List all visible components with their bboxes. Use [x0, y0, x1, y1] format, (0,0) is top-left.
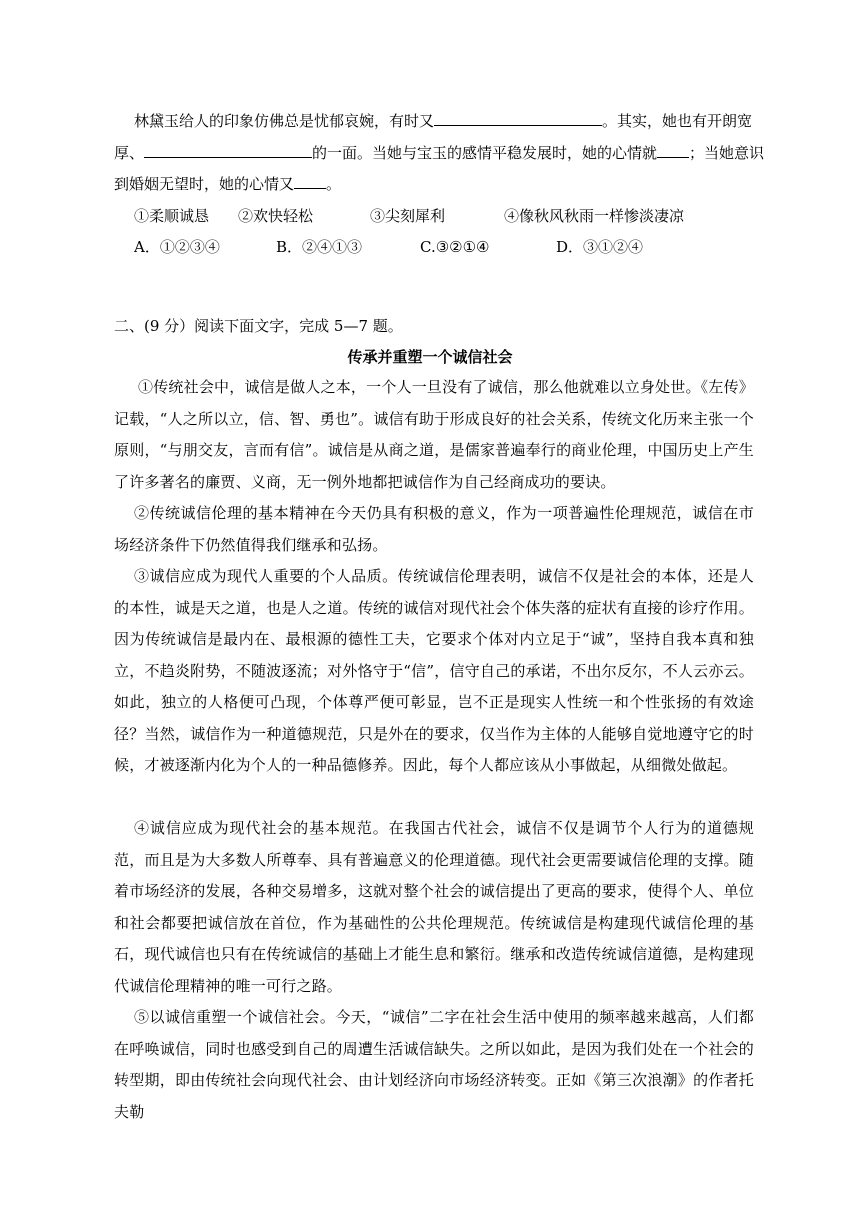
article-paragraph-3: ③诚信应成为现代人重要的个人品质。传统诚信伦理表明，诚信不仅是社会的本体，还是人的本性，诚是天之道，也是人之道。传统的诚信对现代社会个体失落的症状有直接的诊疗作用。因为传统诚信是最内在、最根源的德性工夫，它要求个体对内立足于“诚”，坚持自我本真和独立，不趋炎附势，不随波逐流；对外恪守于“信”，信守自己的承诺，不出尔反尔，不人云亦云。如此，独立的人格便可凸现，个体尊严便可彰显，岂不正是现实人性统一和个性张扬的有效途径？当然，诚信作为一种道德规范，只是外在的要求，仅当作为主体的人能够自觉地遵守它的时候，才被逐渐内化为个人的一种品德修养。因此，每个人都应该从小事做起，从细微处做起。 [114, 567, 754, 774]
choice-d[interactable]: D．③①②④ [556, 238, 644, 256]
choice-c[interactable]: C.③②①④ [420, 238, 490, 256]
answer-blank[interactable] [144, 142, 312, 158]
article-title: 传承并重塑一个诚信社会 [347, 348, 513, 366]
phrase-option: ③尖刻犀利 [370, 206, 446, 225]
answer-blank[interactable] [294, 173, 326, 189]
article-paragraph-2: ②传统诚信伦理的基本精神在今天仍具有积极的意义，作为一项普遍性伦理规范，诚信在市场经济条件下仍然值得我们继承和弘扬。 [114, 504, 754, 554]
answer-blank[interactable] [434, 110, 602, 126]
phrase-option: ①柔顺诚恳 [134, 206, 210, 225]
article-paragraph-4: ④诚信应成为现代社会的基本规范。在我国古代社会，诚信不仅是调节个人行为的道德规范，而且是为大多数人所尊奉、具有普遍意义的伦理道德。现代社会更需要诚信伦理的支撑。随着市场经济的发展，各种交易增多，这就对整个社会的诚信提出了更高的要求，使得个人、单位和社会都要把诚信放在首位，作为基础性的公共伦理规范。传统诚信是构建现代诚信伦理的基石，现代诚信也只有在传统诚信的基础上才能生息和繁衍。继承和改造传统诚信道德，是构建现代诚信伦理精神的唯一可行之路。 [114, 819, 754, 995]
question-text: 。其实，她也有开朗宽 [602, 112, 753, 130]
phrase-options [114, 201, 754, 233]
phrase-option: ④像秋风秋雨一样惨淡凄凉 [504, 206, 685, 225]
article-paragraph-1: ①传统社会中，诚信是做人之本，一个人一旦没有了诚信，那么他就难以立身处世。《左传》记载，“人之所以立，信、智、勇也”。诚信有助于形成良好的社会关系，传统文化历来主张一个原则，“与朋交友，言而有信”。诚信是从商之道，是儒家普遍奉行的商业伦理，中国历史上产生了许多著名的廉贾、义商，无一例外地都把诚信作为自己经商成功的要诀。 [114, 378, 754, 491]
question-line-3 [114, 169, 754, 201]
question-text: ；当她意识 [689, 143, 765, 162]
phrase-option: ②欢快轻松 [238, 206, 314, 225]
question-text: 到婚姻无望时，她的心情又 [114, 175, 295, 193]
question-text: 林黛玉给人的印象仿佛总是忧郁哀婉，有时又 [134, 112, 435, 130]
section-heading: 二、(9 分）阅读下面文字，完成 5—7 题。 [114, 317, 403, 335]
answer-choices [114, 232, 754, 264]
fill-in-question [114, 106, 765, 264]
choice-b[interactable]: B．②④①③ [276, 238, 363, 256]
article-paragraph-5: ⑤以诚信重塑一个诚信社会。今天，“诚信”二字在社会生活中使用的频率越来越高，人们都在呼唤诚信，同时也感受到自己的周遭生活诚信缺失。之所以如此，是因为我们处在一个社会的转型期，即由传统社会向现代社会、由计划经济向市场经济转变。正如《第三次浪潮》的作者托夫勒 [114, 1008, 754, 1121]
question-text: 的一面。当她与宝玉的感情平稳发展时，她的心情就 [312, 143, 658, 162]
choice-a[interactable]: A．①②③④ [134, 238, 220, 256]
answer-blank[interactable] [657, 142, 689, 158]
question-text: 。 [326, 175, 342, 193]
question-text: 厚、 [114, 143, 145, 162]
question-line-2 [114, 138, 765, 170]
question-line-1 [114, 106, 754, 138]
